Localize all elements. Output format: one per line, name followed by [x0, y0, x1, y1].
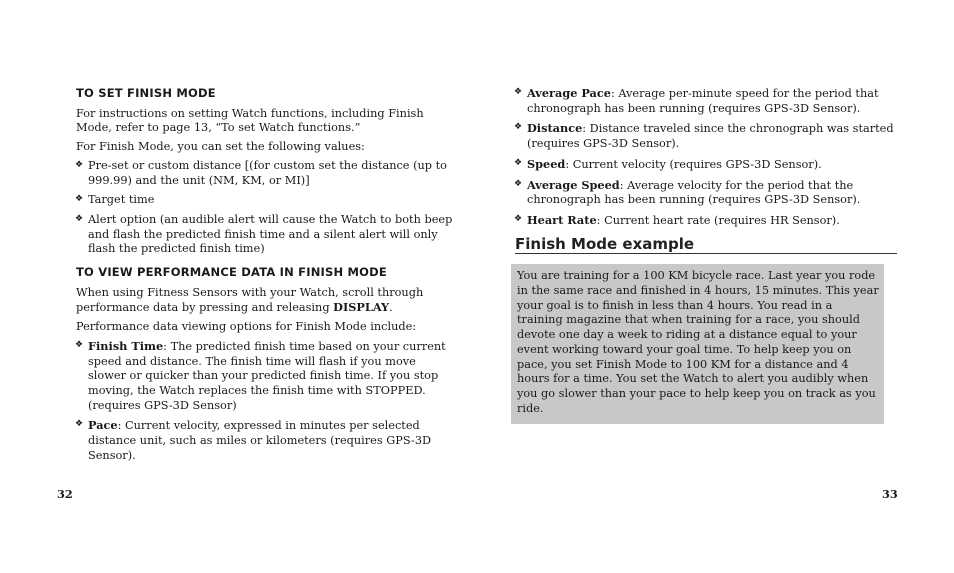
diamond-bullet-icon: ❖	[75, 194, 84, 205]
page-number-left: 32	[57, 487, 73, 501]
list-item: ❖ Distance: Distance traveled since the chronograph was started (requires GPS-3D Sensor).	[514, 121, 894, 151]
left-page	[76, 86, 454, 471]
diamond-bullet-icon: ❖	[75, 159, 84, 170]
section-heading-view-performance: TO VIEW PERFORMANCE DATA IN FINISH MODE	[76, 265, 387, 280]
diamond-bullet-icon: ❖	[514, 213, 523, 224]
diamond-bullet-icon: ❖	[75, 419, 84, 430]
example-heading: Finish Mode example	[515, 237, 897, 255]
diamond-bullet-icon: ❖	[75, 339, 84, 350]
section-heading-set-finish-mode: TO SET FINISH MODE	[76, 86, 216, 100]
example-text: You are training for a 100 KM bicycle race. Last year you rode in the same race and finished in 4 hours, 15 minutes. This year your goal is to finish in less than 4 hours. You read in a training magazine that when training for a race, you should devote one day a week to riding at a distance equal to your event working toward your goal time. To help keep you on pace, you set Finish Mode to 100 KM for a distance and 4 hours for a time. You set the Watch to alert you audibly when you go slower than your pace to help keep you on track as you ride.	[517, 269, 879, 415]
page-number-right: 33	[882, 487, 898, 501]
options-intro-paragraph: Performance data viewing options for Finish Mode include:	[76, 320, 417, 334]
finish-values-list	[76, 159, 454, 257]
diamond-bullet-icon: ❖	[514, 157, 523, 168]
instructions-paragraph: For instructions on setting Watch functions, including Finish Mode, refer to page 13, “To set Watch functions.”	[76, 106, 424, 135]
example-box	[511, 264, 884, 424]
list-item: ❖ Target time	[75, 193, 155, 207]
list-item: ❖ Pace: Current velocity, expressed in minutes per selected distance unit, such as miles or kilometers (requires GPS-3D Sensor).	[75, 418, 432, 462]
diamond-bullet-icon: ❖	[75, 213, 84, 224]
performance-options-list	[76, 339, 454, 464]
list-item: ❖ Finish Time: The predicted finish time based on your current speed and distance. The finish time will flash if you move slower or quicker than your predicted finish time. If you stop moving, the Watch replaces the finish time with STOPPED. (requires GPS-3D Sensor)	[75, 338, 446, 412]
list-item: ❖ Heart Rate: Current heart rate (requires HR Sensor).	[514, 212, 840, 227]
list-item: ❖ Average Pace: Average per-minute speed for the period that chronograph has been running (requires GPS-3D Sensor).	[514, 86, 879, 115]
list-item: ❖ Speed: Current velocity (requires GPS-3D Sensor).	[514, 156, 822, 171]
diamond-bullet-icon: ❖	[514, 178, 523, 189]
list-item: ❖ Alert option (an audible alert will cause the Watch to both beep and flash the predicted finish time and a silent alert will only flash the predicted finish time)	[75, 212, 453, 256]
diamond-bullet-icon: ❖	[514, 122, 523, 133]
sensors-paragraph: When using Fitness Sensors with your Watch, scroll through performance data by pressing and releasing DISPLAY.	[76, 285, 424, 315]
list-item: ❖ Pre-set or custom distance [(for custom set the distance (up to 999.99) and the unit (NM, KM, or MI)]	[75, 158, 447, 187]
values-intro-paragraph: For Finish Mode, you can set the following values:	[76, 140, 365, 154]
list-item: ❖ Average Speed: Average velocity for the period that the chronograph has been running (requires GPS-3D Sensor).	[514, 177, 861, 207]
diamond-bullet-icon: ❖	[514, 87, 523, 97]
performance-options-list-continued	[515, 86, 897, 229]
right-page	[515, 86, 897, 424]
